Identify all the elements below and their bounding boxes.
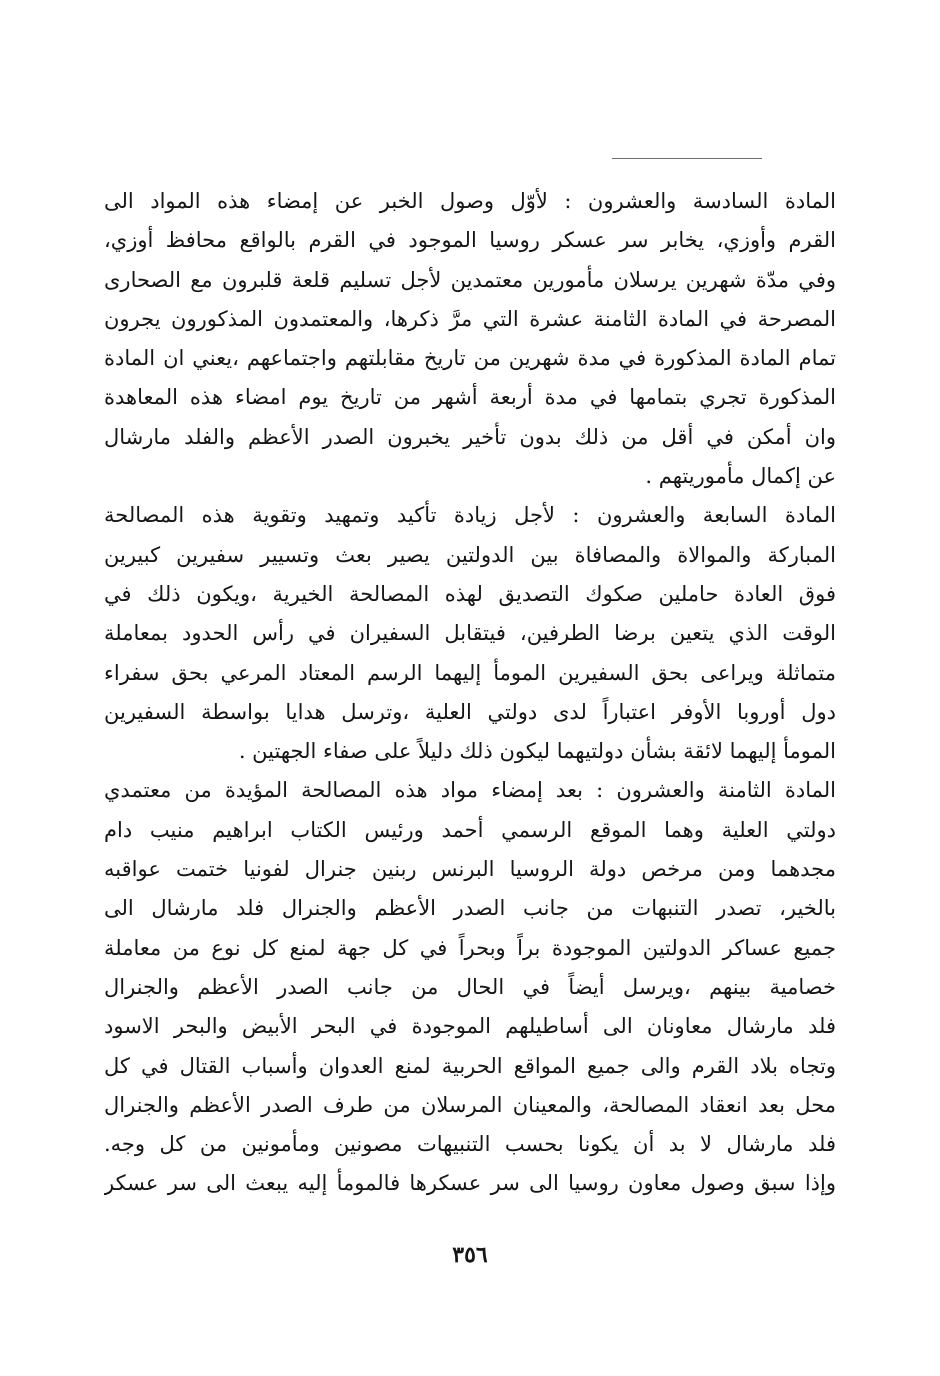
text-line: القرم وأوزي، يخابر سر عسكر روسيا الموجود في القرم بالواقع محافظ أوزي، (104, 228, 836, 253)
text-line: خصامية بينهم ،ويرسل أيضاً في الحال من جانب الصدر الأعظم والجنرال (104, 974, 836, 999)
text-line: الوقت الذي يتعين برضا الطرفين، فيتقابل السفيران في رأس الحدود بمعاملة (104, 621, 836, 646)
text-line: عن إكمال مأموريتهم . (645, 464, 836, 489)
text-line: متماثلة ويراعى بحق السفيرين المومأ إليهما الرسم المعتاد المرعي بحق سفراء (104, 660, 836, 685)
text-line: دول أوروبا الأوفر اعتباراً لدى دولتي العلية ،وترسل هدايا بواسطة السفيرين (104, 699, 836, 724)
text-line: وان أمكن في أقل من ذلك بدون تأخير يخبرون الصدر الأعظم والفلد مارشال (104, 424, 836, 449)
paragraph-article-26 (104, 182, 836, 496)
text-line: المذكورة تجري بتمامها في مدة أربعة أشهر من تاريخ يوم امضاء هذه المعاهدة (104, 385, 836, 410)
text-line: المادة السادسة والعشرون : لأوّل وصول الخبر عن إمضاء هذه المواد الى (104, 189, 836, 213)
paragraph-article-28 (104, 771, 836, 1203)
paragraph-article-27 (104, 496, 836, 771)
header-rule (612, 158, 762, 159)
text-line: محل بعد انعقاد المصالحة، والمعينان المرسلان من طرف الصدر الأعظم والجنرال (104, 1092, 836, 1117)
text-line: المباركة والموالاة والمصافاة بين الدولتين يصير بعث وتسيير سفيرين كبيرين (104, 542, 836, 567)
text-line: جميع عساكر الدولتين الموجودة براً وبحراً في كل جهة لمنع كل نوع من معاملة (104, 935, 836, 960)
page-number: ٣٥٦ (452, 1242, 488, 1268)
text-line: فلد مارشال معاونان الى أساطيلهم الموجودة في البحر الأبيض والبحر الاسود (104, 1014, 836, 1039)
text-line: المادة السابعة والعشرون : لأجل زيادة تأكيد وتمهيد وتقوية هذه المصالحة (104, 503, 836, 528)
text-line: دولتي العلية وهما الموقع الرسمي أحمد ورئيس الكتاب ابراهيم منيب دام (104, 817, 836, 842)
text-line: المومأ إليهما لائقة بشأن دولتيهما ليكون ذلك دليلاً على صفاء الجهتين . (238, 739, 836, 764)
text-line: مجدهما ومن مرخص دولة الروسيا البرنس ربنين جنرال لفونيا ختمت عواقبه (104, 857, 836, 882)
text-line: تمام المادة المذكورة في مدة شهرين من تاريخ مقابلتهم واجتماعهم ،يعني ان المادة (104, 346, 836, 371)
text-line: بالخير، تصدر التنبهات من جانب الصدر الأعظم والجنرال فلد مارشال الى (104, 896, 836, 921)
text-line: وفي مدّة شهرين يرسلان مأمورين معتمدين لأجل تسليم قلعة قلبرون مع الصحارى (104, 267, 836, 292)
text-line: وإذا سبق وصول معاون روسيا الى سر عسكرها فالمومأ إليه يبعث الى سر عسكر (104, 1171, 836, 1196)
text-line: وتجاه بلاد القرم والى جميع المواقع الحربية لمنع العدوان وأسباب القتال في كل (104, 1053, 836, 1078)
text-line: المصرحة في المادة الثامنة عشرة التي مرَّ ذكرها، والمعتمدون المذكورون يجرون (104, 306, 836, 331)
text-line: المادة الثامنة والعشرون : بعد إمضاء مواد هذه المصالحة المؤيدة من معتمدي (104, 778, 836, 803)
text-line: فوق العادة حاملين صكوك التصديق لهذه المصالحة الخيرية ،ويكون ذلك في (104, 581, 836, 606)
text-line: فلد مارشال لا بد أن يكونا بحسب التنبيهات مصونين ومأمونين من كل وجه. (104, 1132, 836, 1157)
body-text (104, 182, 836, 1204)
